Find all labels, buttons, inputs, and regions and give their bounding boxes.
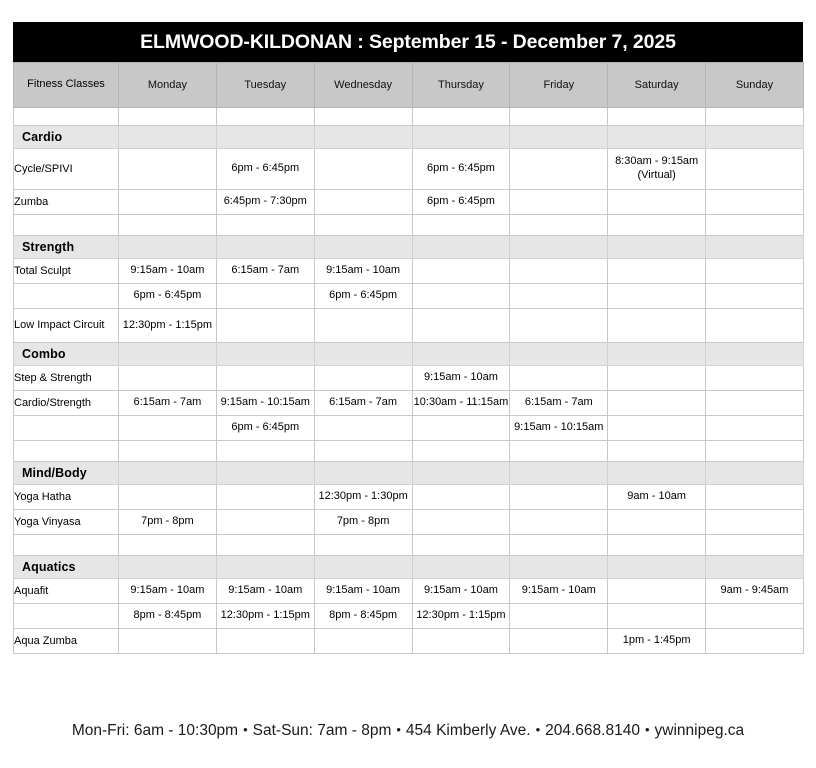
class-name-cell: Cycle/SPIVI bbox=[14, 149, 119, 190]
empty-cell bbox=[216, 441, 314, 462]
empty-cell bbox=[412, 309, 510, 343]
empty-cell bbox=[314, 149, 412, 190]
class-name-cell bbox=[14, 284, 119, 309]
class-time-cell[interactable]: 9:15am - 10:15am bbox=[216, 391, 314, 416]
footer-separator: • bbox=[396, 722, 401, 737]
column-header-fitness-classes: Fitness Classes bbox=[14, 63, 119, 108]
empty-cell bbox=[608, 510, 706, 535]
empty-cell bbox=[314, 629, 412, 654]
class-time-cell[interactable]: 9:15am - 10am bbox=[412, 366, 510, 391]
empty-cell bbox=[510, 149, 608, 190]
section-header-cell bbox=[412, 556, 510, 579]
footer-text bbox=[72, 722, 744, 739]
empty-cell bbox=[608, 309, 706, 343]
footer-separator: • bbox=[644, 722, 650, 737]
empty-cell bbox=[412, 416, 510, 441]
empty-cell bbox=[412, 284, 510, 309]
empty-cell bbox=[510, 284, 608, 309]
class-row bbox=[14, 284, 804, 309]
spacer-row bbox=[14, 215, 804, 236]
page-title: ELMWOOD-KILDONAN : September 15 - December 7, 2025 bbox=[140, 30, 676, 53]
section-header-row bbox=[14, 462, 804, 485]
spacer-cell bbox=[706, 108, 804, 126]
class-row bbox=[14, 366, 804, 391]
class-row bbox=[14, 604, 804, 629]
class-time-cell[interactable]: 6:15am - 7am bbox=[216, 259, 314, 284]
class-row bbox=[14, 510, 804, 535]
empty-cell bbox=[706, 604, 804, 629]
class-row bbox=[14, 485, 804, 510]
empty-cell bbox=[216, 535, 314, 556]
spacer-cell bbox=[119, 108, 217, 126]
section-header-cell bbox=[706, 126, 804, 149]
class-time-cell[interactable]: 9am - 10am bbox=[608, 485, 706, 510]
section-header-cell bbox=[119, 556, 217, 579]
empty-cell bbox=[706, 629, 804, 654]
class-time-cell[interactable]: 9am - 9:45am bbox=[706, 579, 804, 604]
section-header-cell bbox=[510, 126, 608, 149]
empty-cell bbox=[510, 366, 608, 391]
footer-separator: • bbox=[535, 722, 541, 737]
table-header bbox=[14, 63, 804, 108]
class-time-cell[interactable]: 9:15am - 10am bbox=[314, 579, 412, 604]
empty-cell bbox=[314, 190, 412, 215]
class-row bbox=[14, 149, 804, 190]
empty-cell bbox=[706, 391, 804, 416]
empty-cell bbox=[608, 579, 706, 604]
empty-cell bbox=[608, 441, 706, 462]
empty-cell bbox=[510, 604, 608, 629]
empty-cell bbox=[314, 309, 412, 343]
section-header-cell bbox=[706, 556, 804, 579]
empty-cell bbox=[216, 215, 314, 236]
section-header-cell bbox=[412, 236, 510, 259]
empty-cell bbox=[510, 441, 608, 462]
header-row bbox=[14, 63, 804, 108]
empty-cell bbox=[119, 190, 217, 215]
column-header-friday: Friday bbox=[510, 63, 608, 108]
class-time-cell[interactable]: 12:30pm - 1:15pm bbox=[119, 309, 217, 343]
class-time-cell[interactable]: 9:15am - 10am bbox=[119, 259, 217, 284]
empty-cell bbox=[608, 535, 706, 556]
class-time-cell[interactable]: 6:45pm - 7:30pm bbox=[216, 190, 314, 215]
class-name-cell: Step & Strength bbox=[14, 366, 119, 391]
schedule-table-container bbox=[13, 62, 803, 654]
class-time-cell[interactable]: 10:30am - 11:15am bbox=[412, 391, 510, 416]
spacer-row bbox=[14, 441, 804, 462]
section-header-cell bbox=[119, 343, 217, 366]
empty-cell bbox=[314, 215, 412, 236]
section-header-cell bbox=[510, 556, 608, 579]
empty-cell bbox=[510, 485, 608, 510]
section-header-cell bbox=[412, 343, 510, 366]
section-header-cell bbox=[119, 236, 217, 259]
empty-cell bbox=[314, 366, 412, 391]
empty-cell bbox=[314, 441, 412, 462]
class-name-cell bbox=[14, 604, 119, 629]
empty-cell bbox=[706, 441, 804, 462]
class-time-cell[interactable]: 9:15am - 10am bbox=[412, 579, 510, 604]
class-time-cell[interactable]: 9:15am - 10am bbox=[216, 579, 314, 604]
section-title: Strength bbox=[14, 236, 119, 259]
class-time-cell[interactable]: 6:15am - 7am bbox=[119, 391, 217, 416]
class-time-cell[interactable]: 7pm - 8pm bbox=[119, 510, 217, 535]
section-title: Combo bbox=[14, 343, 119, 366]
section-header-cell bbox=[314, 126, 412, 149]
section-header-cell bbox=[706, 462, 804, 485]
spacer-cell bbox=[314, 108, 412, 126]
class-name-cell: Aqua Zumba bbox=[14, 629, 119, 654]
section-header-cell bbox=[119, 126, 217, 149]
spacer-cell bbox=[412, 108, 510, 126]
empty-cell bbox=[412, 535, 510, 556]
spacer-cell bbox=[14, 215, 119, 236]
empty-cell bbox=[119, 485, 217, 510]
section-header-row bbox=[14, 236, 804, 259]
section-header-cell bbox=[608, 343, 706, 366]
section-title: Aquatics bbox=[14, 556, 119, 579]
empty-cell bbox=[706, 485, 804, 510]
section-header-cell bbox=[216, 236, 314, 259]
footer-separator: • bbox=[243, 722, 248, 737]
class-time-cell[interactable]: 8:30am - 9:15am (Virtual) bbox=[608, 149, 706, 190]
empty-cell bbox=[412, 259, 510, 284]
empty-cell bbox=[608, 259, 706, 284]
section-header-cell bbox=[510, 236, 608, 259]
section-header-cell bbox=[510, 462, 608, 485]
class-row bbox=[14, 391, 804, 416]
class-time-cell[interactable]: 12:30pm - 1:15pm bbox=[216, 604, 314, 629]
column-header-monday: Monday bbox=[119, 63, 217, 108]
class-name-cell: Total Sculpt bbox=[14, 259, 119, 284]
class-name-cell bbox=[14, 416, 119, 441]
column-header-thursday: Thursday bbox=[412, 63, 510, 108]
empty-cell bbox=[216, 309, 314, 343]
table-body bbox=[14, 108, 804, 654]
class-time-cell[interactable]: 6pm - 6:45pm bbox=[412, 149, 510, 190]
section-header-cell bbox=[510, 343, 608, 366]
section-header-cell bbox=[314, 556, 412, 579]
empty-cell bbox=[706, 309, 804, 343]
section-header-row bbox=[14, 126, 804, 149]
column-header-saturday: Saturday bbox=[608, 63, 706, 108]
section-header-cell bbox=[314, 343, 412, 366]
empty-cell bbox=[216, 510, 314, 535]
empty-cell bbox=[412, 441, 510, 462]
section-header-cell bbox=[314, 236, 412, 259]
empty-cell bbox=[706, 366, 804, 391]
section-header-cell bbox=[706, 236, 804, 259]
class-time-cell[interactable]: 9:15am - 10am bbox=[119, 579, 217, 604]
empty-cell bbox=[706, 510, 804, 535]
section-header-cell bbox=[608, 556, 706, 579]
empty-cell bbox=[706, 215, 804, 236]
section-header-cell bbox=[216, 556, 314, 579]
class-time-cell[interactable]: 12:30pm - 1:30pm bbox=[314, 485, 412, 510]
class-time-cell[interactable]: 6pm - 6:45pm bbox=[119, 284, 217, 309]
empty-cell bbox=[314, 535, 412, 556]
column-header-tuesday: Tuesday bbox=[216, 63, 314, 108]
empty-cell bbox=[608, 190, 706, 215]
empty-cell bbox=[608, 284, 706, 309]
section-header-cell bbox=[412, 126, 510, 149]
class-name-cell: Aquafit bbox=[14, 579, 119, 604]
fitness-schedule-table bbox=[13, 62, 804, 654]
spacer-cell bbox=[608, 108, 706, 126]
empty-cell bbox=[119, 441, 217, 462]
empty-cell bbox=[706, 535, 804, 556]
section-header-cell bbox=[412, 462, 510, 485]
class-row bbox=[14, 309, 804, 343]
spacer-row bbox=[14, 535, 804, 556]
section-header-cell bbox=[706, 343, 804, 366]
footer-item: Mon-Fri: 6am - 10:30pm bbox=[71, 722, 239, 739]
section-header-cell bbox=[119, 462, 217, 485]
section-header-cell bbox=[216, 462, 314, 485]
class-time-cell[interactable]: 7pm - 8pm bbox=[314, 510, 412, 535]
section-header-cell bbox=[608, 126, 706, 149]
empty-cell bbox=[119, 629, 217, 654]
spacer-cell bbox=[14, 535, 119, 556]
empty-cell bbox=[412, 629, 510, 654]
spacer-cell bbox=[14, 108, 119, 126]
empty-cell bbox=[216, 366, 314, 391]
empty-cell bbox=[216, 284, 314, 309]
section-header-cell bbox=[216, 343, 314, 366]
class-time-cell[interactable]: 6:15am - 7am bbox=[314, 391, 412, 416]
empty-cell bbox=[510, 535, 608, 556]
title-bar bbox=[13, 22, 803, 62]
empty-cell bbox=[510, 259, 608, 284]
class-time-cell[interactable]: 6pm - 6:45pm bbox=[314, 284, 412, 309]
section-title: Cardio bbox=[14, 126, 119, 149]
class-time-cell[interactable]: 12:30pm - 1:15pm bbox=[412, 604, 510, 629]
class-time-cell[interactable]: 6pm - 6:45pm bbox=[216, 416, 314, 441]
class-time-cell[interactable]: 8pm - 8:45pm bbox=[314, 604, 412, 629]
empty-cell bbox=[119, 149, 217, 190]
empty-cell bbox=[706, 416, 804, 441]
empty-cell bbox=[608, 604, 706, 629]
spacer-cell bbox=[216, 108, 314, 126]
column-header-wednesday: Wednesday bbox=[314, 63, 412, 108]
column-header-sunday: Sunday bbox=[706, 63, 804, 108]
empty-cell bbox=[706, 259, 804, 284]
empty-cell bbox=[510, 309, 608, 343]
empty-cell bbox=[412, 510, 510, 535]
empty-cell bbox=[706, 284, 804, 309]
class-row bbox=[14, 259, 804, 284]
empty-cell bbox=[216, 485, 314, 510]
class-row bbox=[14, 579, 804, 604]
footer-item: ywinnipeg.ca bbox=[654, 722, 745, 739]
class-time-cell[interactable]: 9:15am - 10am bbox=[314, 259, 412, 284]
empty-cell bbox=[510, 215, 608, 236]
class-time-cell[interactable]: 6pm - 6:45pm bbox=[412, 190, 510, 215]
class-row bbox=[14, 416, 804, 441]
class-name-cell: Yoga Hatha bbox=[14, 485, 119, 510]
empty-cell bbox=[608, 215, 706, 236]
class-row bbox=[14, 190, 804, 215]
class-time-cell[interactable]: 8pm - 8:45pm bbox=[119, 604, 217, 629]
section-header-row bbox=[14, 343, 804, 366]
empty-cell bbox=[608, 391, 706, 416]
empty-cell bbox=[119, 215, 217, 236]
spacer-cell bbox=[14, 441, 119, 462]
empty-cell bbox=[119, 416, 217, 441]
empty-cell bbox=[412, 215, 510, 236]
empty-cell bbox=[706, 149, 804, 190]
class-name-cell: Cardio/Strength bbox=[14, 391, 119, 416]
footer-item: Sat-Sun: 7am - 8pm bbox=[252, 722, 392, 739]
class-time-cell[interactable]: 6pm - 6:45pm bbox=[216, 149, 314, 190]
footer-item: 204.668.8140 bbox=[545, 722, 640, 739]
section-header-cell bbox=[608, 462, 706, 485]
empty-cell bbox=[412, 485, 510, 510]
class-row bbox=[14, 629, 804, 654]
section-header-cell bbox=[216, 126, 314, 149]
spacer-row bbox=[14, 108, 804, 126]
class-time-cell[interactable]: 9:15am - 10:15am bbox=[510, 416, 608, 441]
empty-cell bbox=[119, 366, 217, 391]
class-time-cell[interactable]: 9:15am - 10am bbox=[510, 579, 608, 604]
class-name-cell: Low Impact Circuit bbox=[14, 309, 119, 343]
class-name-cell: Yoga Vinyasa bbox=[14, 510, 119, 535]
spacer-cell bbox=[510, 108, 608, 126]
empty-cell bbox=[510, 190, 608, 215]
footer-info bbox=[0, 722, 816, 740]
empty-cell bbox=[119, 535, 217, 556]
section-header-row bbox=[14, 556, 804, 579]
empty-cell bbox=[216, 629, 314, 654]
section-header-cell bbox=[314, 462, 412, 485]
empty-cell bbox=[314, 416, 412, 441]
empty-cell bbox=[706, 190, 804, 215]
class-time-cell[interactable]: 6:15am - 7am bbox=[510, 391, 608, 416]
empty-cell bbox=[510, 510, 608, 535]
footer-item: 454 Kimberly Ave. bbox=[405, 722, 531, 739]
section-title: Mind/Body bbox=[14, 462, 119, 485]
class-time-cell[interactable]: 1pm - 1:45pm bbox=[608, 629, 706, 654]
empty-cell bbox=[608, 416, 706, 441]
empty-cell bbox=[608, 366, 706, 391]
empty-cell bbox=[510, 629, 608, 654]
class-name-cell: Zumba bbox=[14, 190, 119, 215]
section-header-cell bbox=[608, 236, 706, 259]
